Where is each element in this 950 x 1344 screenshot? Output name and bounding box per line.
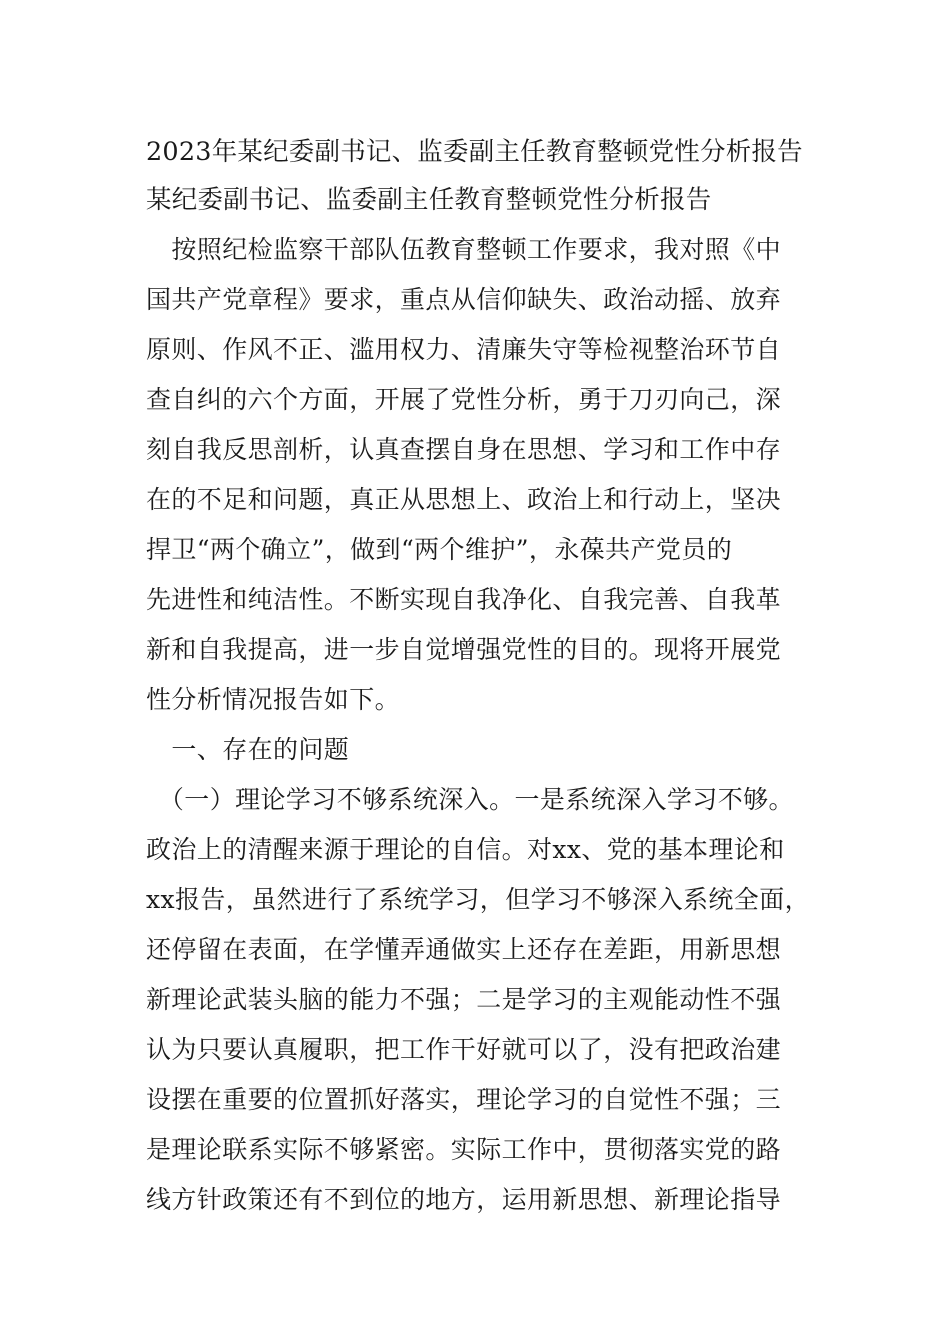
body-paragraph-line: 线方针政策还有不到位的地方，运用新思想、新理论指导: [146, 1185, 782, 1214]
body-paragraph-line: xx报告，虽然进行了系统学习，但学习不够深入系统全面，: [146, 885, 811, 914]
document-title: 2023年某纪委副书记、监委副主任教育整顿党性分析报告: [146, 137, 803, 167]
body-paragraph-line: 新理论武装头脑的能力不强；二是学习的主观能动性不强: [146, 985, 782, 1014]
body-paragraph-line: （一）理论学习不够系统深入。一是系统深入学习不够。: [146, 785, 794, 814]
body-paragraph-line: 政治上的清醒来源于理论的自信。对xx、党的基本理论和: [146, 835, 785, 864]
body-paragraph-line: 设摆在重要的位置抓好落实，理论学习的自觉性不强；三: [146, 1085, 782, 1114]
intro-paragraph-line: 按照纪检监察干部队伍教育整顿工作要求，我对照《中: [146, 235, 782, 264]
section-heading: 一、存在的问题: [146, 735, 350, 764]
body-paragraph-line: 是理论联系实际不够紧密。实际工作中，贯彻落实党的路: [146, 1135, 782, 1164]
body-paragraph-line: 认为只要认真履职，把工作干好就可以了，没有把政治建: [146, 1035, 782, 1064]
intro-paragraph-line: 查自纠的六个方面，开展了党性分析，勇于刀刃向己，深: [146, 385, 782, 414]
intro-paragraph-line: 捍卫“两个确立”，做到“两个维护”，永葆共产党员的: [146, 535, 733, 564]
intro-paragraph-line: 在的不足和问题，真正从思想上、政治上和行动上，坚决: [146, 485, 782, 514]
intro-paragraph-line: 先进性和纯洁性。不断实现自我净化、自我完善、自我革: [146, 585, 782, 614]
intro-paragraph-line: 原则、作风不正、滥用权力、清廉失守等检视整治环节自: [146, 335, 782, 364]
intro-paragraph-line: 刻自我反思剖析，认真查摆自身在思想、学习和工作中存: [146, 435, 782, 464]
intro-paragraph-line: 性分析情况报告如下。: [146, 685, 401, 714]
document-subtitle: 某纪委副书记、监委副主任教育整顿党性分析报告: [146, 185, 712, 215]
body-paragraph-line: 还停留在表面，在学懂弄通做实上还存在差距，用新思想: [146, 935, 782, 964]
intro-paragraph-line: 国共产党章程》要求，重点从信仰缺失、政治动摇、放弃: [146, 285, 782, 314]
intro-paragraph-line: 新和自我提高，进一步自觉增强党性的目的。现将开展党: [146, 635, 782, 664]
